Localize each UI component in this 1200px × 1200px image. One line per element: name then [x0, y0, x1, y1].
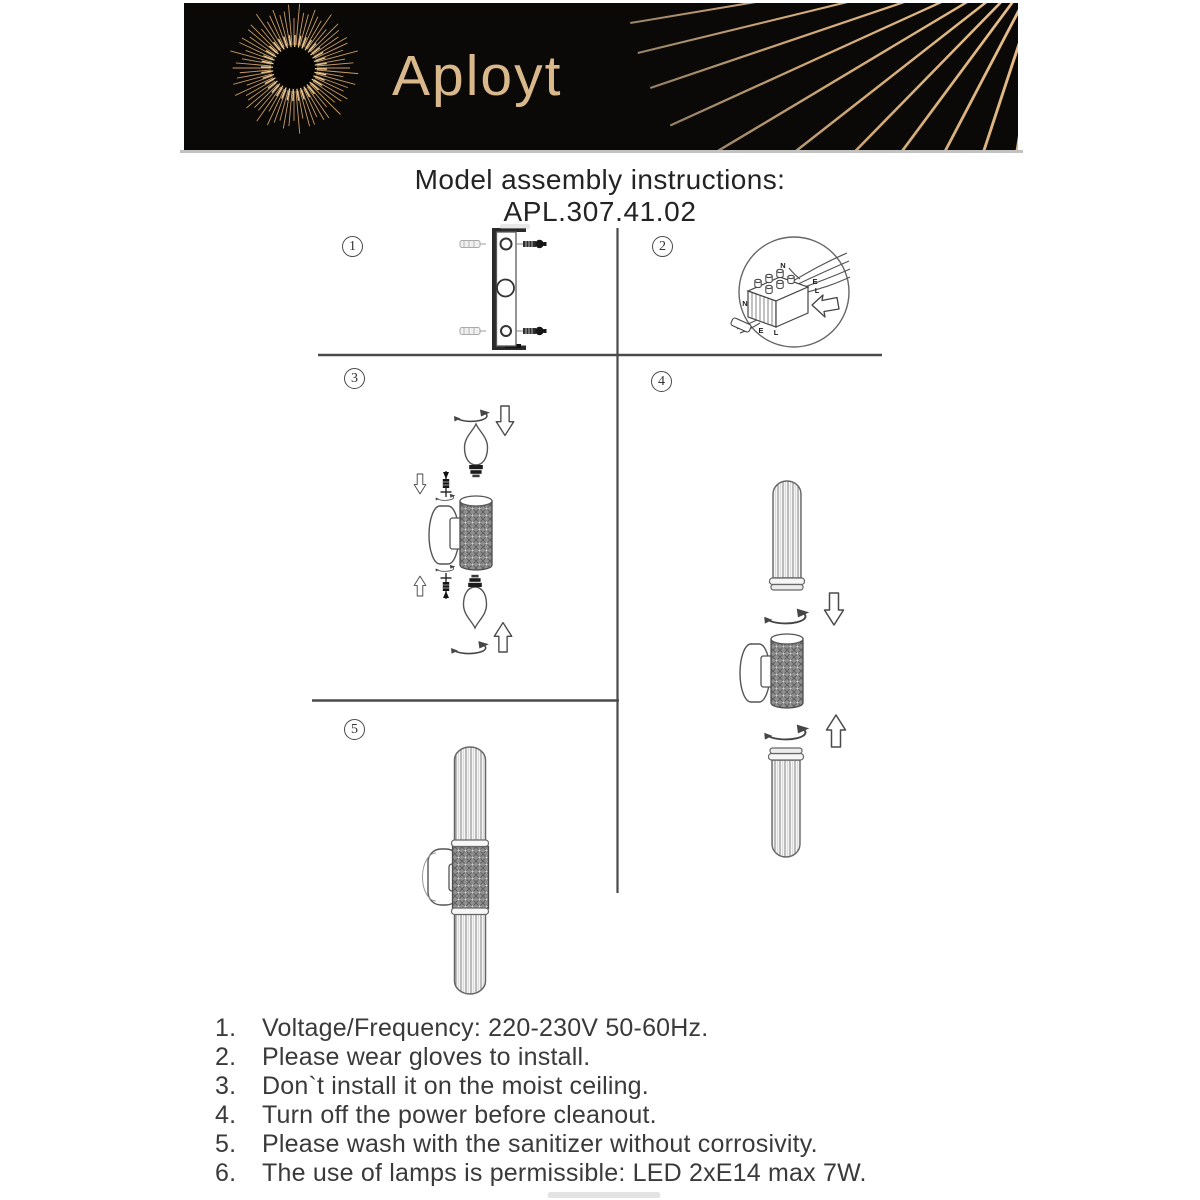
step-5-number: 5 [351, 721, 358, 737]
label-l-right: L [814, 286, 820, 295]
label-e-bottom: E [758, 326, 764, 335]
brand-logo-text: Aployt [392, 44, 563, 108]
note-number: 1. [215, 1014, 237, 1042]
assembly-diagram [280, 222, 900, 1022]
figure-step2-wiring [730, 237, 850, 347]
step-1-number: 1 [349, 238, 356, 254]
scan-artifact [548, 1192, 660, 1198]
note-number: 5. [215, 1130, 237, 1158]
step-3-number: 3 [351, 370, 358, 386]
note-text: Please wear gloves to install. [262, 1043, 591, 1071]
list-item [215, 1159, 1005, 1188]
scan-artifact [500, 224, 530, 229]
figure-step5-assembled-lamp [423, 747, 489, 994]
note-number: 3. [215, 1072, 237, 1100]
note-number: 4. [215, 1101, 237, 1129]
page-title: Model assembly instructions: [414, 164, 786, 195]
note-number: 6. [215, 1159, 237, 1187]
list-item [215, 1101, 1005, 1130]
note-number: 2. [215, 1043, 237, 1071]
figure-step3-bulb-install [414, 406, 514, 654]
label-n-top: N [780, 261, 786, 270]
banner-divider [180, 150, 1023, 153]
list-item [215, 1043, 1005, 1072]
note-text: Turn off the power before cleanout. [262, 1101, 657, 1129]
list-item [215, 1072, 1005, 1101]
label-e-right: E [812, 277, 818, 286]
list-item [215, 1014, 1005, 1043]
step-2-number: 2 [659, 238, 666, 254]
step-4-number: 4 [658, 373, 665, 389]
note-text: Please wash with the sanitizer without corrosivity. [262, 1130, 818, 1158]
label-l-bottom: L [773, 328, 779, 337]
label-n-left: N [742, 299, 748, 308]
figure-step1-bracket [460, 228, 547, 350]
note-text: The use of lamps is permissible: LED 2xE14 max 7W. [262, 1159, 867, 1187]
figure-step4-shade-install [740, 481, 846, 857]
note-text: Don`t install it on the moist ceiling. [262, 1072, 649, 1100]
list-item [215, 1130, 1005, 1159]
instruction-notes-list [215, 1014, 1005, 1188]
model-number: APL.307.41.02 [503, 196, 697, 227]
note-text: Voltage/Frequency: 220-230V 50-60Hz. [262, 1014, 709, 1042]
brand-banner [184, 3, 1018, 150]
decorative-rays-icon [184, 3, 1018, 150]
